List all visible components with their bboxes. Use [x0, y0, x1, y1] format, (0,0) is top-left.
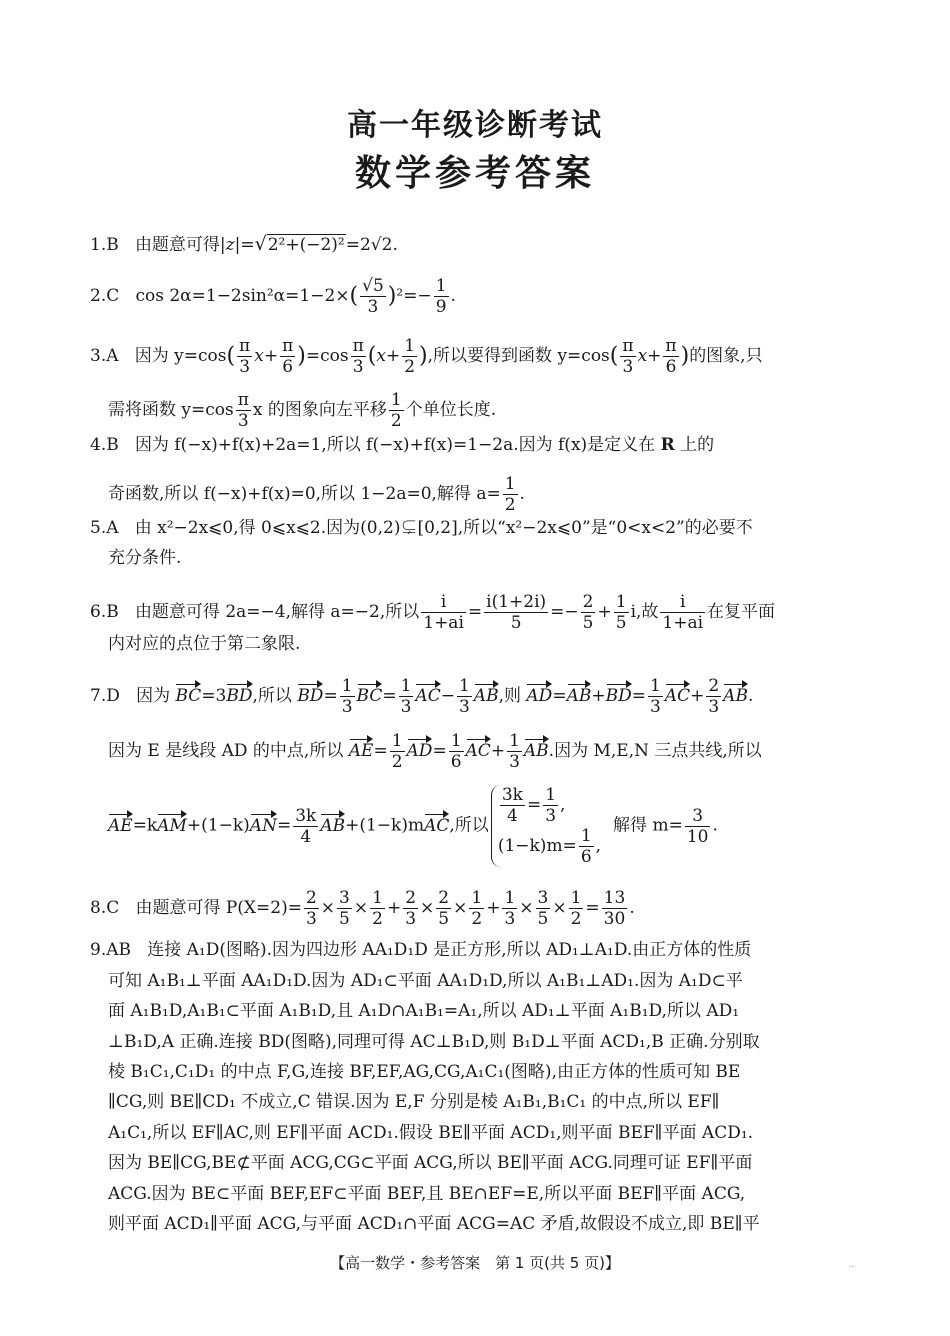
- answer-1: 1.B 由题意可得|z|=√2²+(−2)²=2√2.: [90, 233, 398, 255]
- answer-7-line-1: 7.D 因为 BC=3BD,所以 BD= $\frac{1}{3}$ BC= $\frac{1}{3}$ AC− $\frac{1}{3}$ AB,则 AD=AB+BD= $\frac{1}{3}$ AC+ $\frac{2}{3}$ AB.: [90, 676, 754, 717]
- answer-8: 8.C 由题意可得 P(X=2)= $\frac{2}{3}$ × $\frac{3}{5}$ × $\frac{1}{2}$ + $\frac{2}{3}$ × $\frac{2}{5}$ × $\frac{1}{2}$ + $\frac{1}{3}$ × $\frac{3}{5}$ × $\frac{1}{2}$ = $\frac{13}{30}$ .: [90, 888, 635, 929]
- answer-9-line-7: A₁C₁,所以 EF∥AC,则 EF∥平面 ACD₁.假设 BE∥平面 ACD₁,则平面 BEF∥平面 ACD₁.: [108, 1123, 754, 1143]
- answer-9-line-9: ACG.因为 BE⊂平面 BEF,EF⊂平面 BEF,且 BE∩EF=E,所以平面 BEF∥平面 ACG,: [108, 1184, 746, 1204]
- answer-number: 6.B: [90, 602, 119, 622]
- page-title: 高一年级诊断考试: [347, 108, 603, 143]
- answer-number: 4.B: [90, 435, 119, 455]
- equation-system: $\frac{3k}{4}$ = $\frac{1}{3}$ , (1−k)m= $\frac{1}{6}$ ,: [491, 785, 601, 867]
- answer-9-line-3: 面 A₁B₁D,A₁B₁⊂平面 A₁B₁D,且 A₁D∩A₁B₁=A₁,所以 AD₁⊥平面 A₁B₁D,所以 AD₁: [108, 1001, 740, 1021]
- answer-9-line-5: 棱 B₁C₁,C₁D₁ 的中点 F,G,连接 BF,EF,AG,CG,A₁C₁(图略),由正方体的性质可知 BE: [108, 1062, 741, 1082]
- answer-3-line-1: 3.A 因为 y=cos( $\frac{\pi}{3}$ x+ $\frac{\pi}{6}$ )=cos $\frac{\pi}{3}$ (x+ $\frac{1}{2}$ ),所以要得到函数 y=cos( $\frac{\pi}{3}$ x+ $\frac{\pi}{6}$ )的图象,只: [90, 336, 763, 377]
- answer-number: 3.A: [90, 346, 119, 366]
- answer-9-line-8: 因为 BE∥CG,BE⊄平面 ACG,CG⊂平面 ACG,所以 BE∥平面 ACG.同理可证 EF∥平面: [108, 1153, 753, 1173]
- answer-4-line-1: 4.B 因为 f(−x)+f(x)+2a=1,所以 f(−x)+f(x)=1−2a.因为 f(x)是定义在 R 上的: [90, 435, 715, 455]
- answer-9-line-6: ∥CG,则 BE∥CD₁ 不成立,C 错误.因为 E,F 分别是棱 A₁B₁,B₁C₁ 的中点,所以 EF∥: [108, 1092, 720, 1112]
- answer-9-line-2: 可知 A₁B₁⊥平面 AA₁D₁D.因为 AD₁⊂平面 AA₁D₁D,所以 A₁B₁⊥AD₁.因为 A₁D⊂平: [108, 971, 743, 991]
- page-footer: 【高一数学・参考答案 第 1 页(共 5 页)】: [330, 1254, 620, 1272]
- answer-number: 2.C: [90, 286, 120, 306]
- answer-number: 8.C: [90, 898, 120, 918]
- answer-7-line-3: AE=kAM+(1−k)AN= $\frac{3k}{4}$ AB+(1−k)mAC,所以 $\frac{3k}{4}$ = $\frac{1}{3}$ , (1−k)m= $\frac{1}{6}$ , 解得 m= $\frac{3}{10}$ .: [108, 785, 718, 867]
- answer-2: 2.C cos 2α=1−2sin²α=1−2×( $\frac{√5}{3}$ )²=− $\frac{1}{9}$ .: [90, 276, 456, 317]
- answer-5-line-1: 5.A 由 x²−2x⩽0,得 0⩽x⩽2.因为(0,2)⊊[0,2],所以“x²−2x⩽0”是“0<x<2”的必要不: [90, 518, 753, 538]
- answer-4-line-2: 奇函数,所以 f(−x)+f(x)=0,所以 1−2a=0,解得 a= $\frac{1}{2}$ .: [108, 474, 525, 515]
- answer-number: 5.A: [90, 518, 119, 538]
- answer-number: 7.D: [90, 686, 120, 706]
- answer-number: 1.B: [90, 235, 119, 255]
- page-subtitle: 数学参考答案: [354, 153, 595, 194]
- answer-number: 9.AB: [90, 940, 131, 960]
- answer-7-line-2: 因为 E 是线段 AD 的中点,所以 AE= $\frac{1}{2}$ AD= $\frac{1}{6}$ AC+ $\frac{1}{3}$ AB.因为 M,E,N 三点共线,所以: [108, 731, 762, 772]
- answer-9-line-10: 则平面 ACD₁∥平面 ACG,与平面 ACD₁∩平面 ACG=AC 矛盾,故假设不成立,即 BE∥平: [108, 1214, 760, 1234]
- answer-6-line-2: 内对应的点位于第二象限.: [108, 634, 301, 654]
- answer-6-line-1: 6.B 由题意可得 2a=−4,解得 a=−2,所以 $\frac{i}{1+ai}$ = $\frac{i(1+2i)}{5}$ =− $\frac{2}{5}$ + $\frac{1}{5}$ i,故 $\frac{i}{1+ai}$ 在复平面: [90, 592, 776, 633]
- answer-9-line-4: ⊥B₁D,A 正确.连接 BD(图略),同理可得 AC⊥B₁D,则 B₁D⊥平面 ACD₁,B 正确.分别取: [108, 1032, 760, 1052]
- answer-5-line-2: 充分条件.: [108, 548, 182, 568]
- answer-3-line-2: 需将函数 y=cos $\frac{\pi}{3}$ x 的图象向左平移 $\frac{1}{2}$ 个单位长度.: [108, 390, 497, 431]
- answer-9-line-1: 9.AB 连接 A₁D(图略).因为四边形 AA₁D₁D 是正方形,所以 AD₁⊥A₁D.由正方体的性质: [90, 940, 752, 960]
- corner-mark: ··: [848, 1262, 855, 1273]
